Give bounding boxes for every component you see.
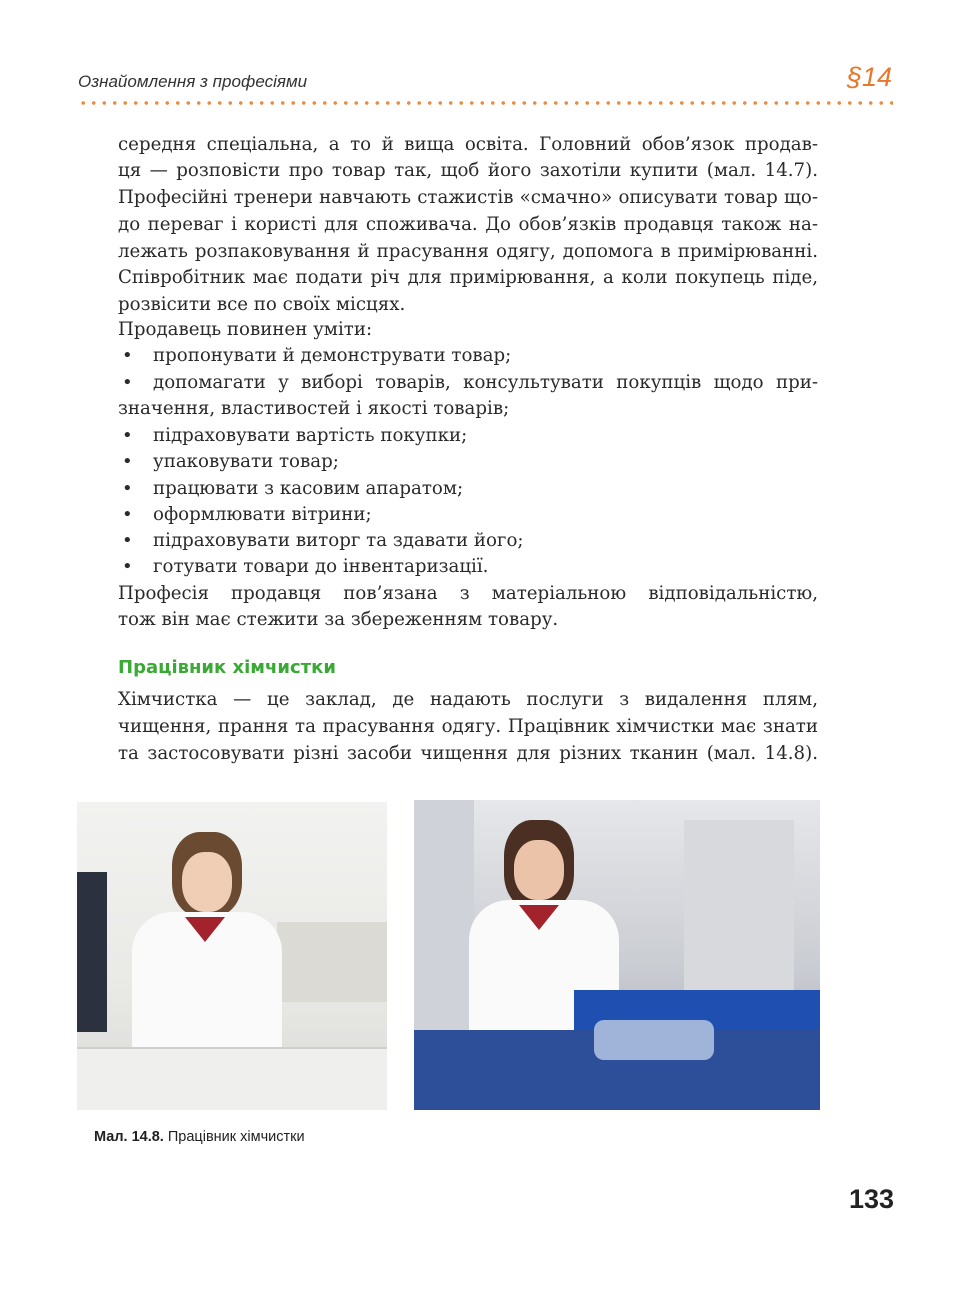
photo-dry-cleaner-counter [77, 802, 387, 1110]
paragraph-line: тож він має стежити за збереженням товару. [118, 609, 559, 630]
list-item: упаковувати товар; [153, 451, 339, 472]
bullet-icon: • [122, 425, 133, 446]
caption-label: Мал. 14.8. [94, 1129, 164, 1145]
paragraph-line: та застосовувати різні засоби чищення для різних тканин (мал. 14.8). [118, 743, 818, 764]
list-item: підраховувати виторг та здавати його; [153, 530, 524, 551]
bullet-icon: • [122, 372, 133, 393]
photo-dry-cleaner-ironing [414, 800, 820, 1110]
paragraph-line: розвісити все по своїх місцях. [118, 294, 406, 315]
paragraph-line: Професія продавця пов’язана з матеріальною відповідальністю, [118, 583, 818, 604]
paragraph-line: Хімчистка — це заклад, де надають послуги з видалення плям, [118, 689, 818, 710]
section-heading: Працівник хімчистки [118, 657, 336, 678]
paragraph-line: ця — розповісти про товар так, щоб його захотіли купити (мал. 14.7). [118, 160, 818, 181]
bullet-icon: • [122, 345, 133, 366]
list-item: підраховувати вартість покупки; [153, 425, 468, 446]
paragraph-line: середня спеціальна, а то й вища освіта. Головний обов’язок продав- [118, 134, 818, 155]
paragraph-line: до переваг і користі для споживача. До обов’язків продавця також на- [118, 214, 818, 235]
paragraph-line: чищення, прання та прасування одягу. Працівник хімчистки має знати [118, 716, 818, 737]
bullet-icon: • [122, 556, 133, 577]
section-number: §14 [846, 62, 892, 92]
list-item: працювати з касовим апаратом; [153, 478, 464, 499]
paragraph-line: Співробітник має подати річ для примірювання, а коли покупець піде, [118, 267, 818, 288]
figure-caption [94, 1129, 305, 1145]
bullet-icon: • [122, 478, 133, 499]
bullet-icon: • [122, 451, 133, 472]
list-item-continuation: значення, властивостей і якості товарів; [118, 398, 510, 419]
chapter-title: Ознайомлення з професіями [78, 72, 308, 91]
page-number: 133 [849, 1184, 895, 1214]
dotted-divider [78, 100, 893, 106]
caption-text: Працівник хімчистки [163, 1129, 305, 1145]
list-item: готувати товари до інвентаризації. [153, 556, 489, 577]
paragraph-line: лежать розпаковування й прасування одягу, допомога в примірюванні. [118, 241, 818, 262]
list-item: оформлювати вітрини; [153, 504, 372, 525]
list-intro: Продавець повинен уміти: [118, 319, 373, 340]
bullet-icon: • [122, 504, 133, 525]
list-item: пропонувати й демонструвати товар; [153, 345, 512, 366]
list-item: допомагати у виборі товарів, консультувати покупців щодо при- [153, 372, 818, 393]
paragraph-line: Професійні тренери навчають стажистів «смачно» описувати товар що- [118, 187, 818, 208]
bullet-icon: • [122, 530, 133, 551]
